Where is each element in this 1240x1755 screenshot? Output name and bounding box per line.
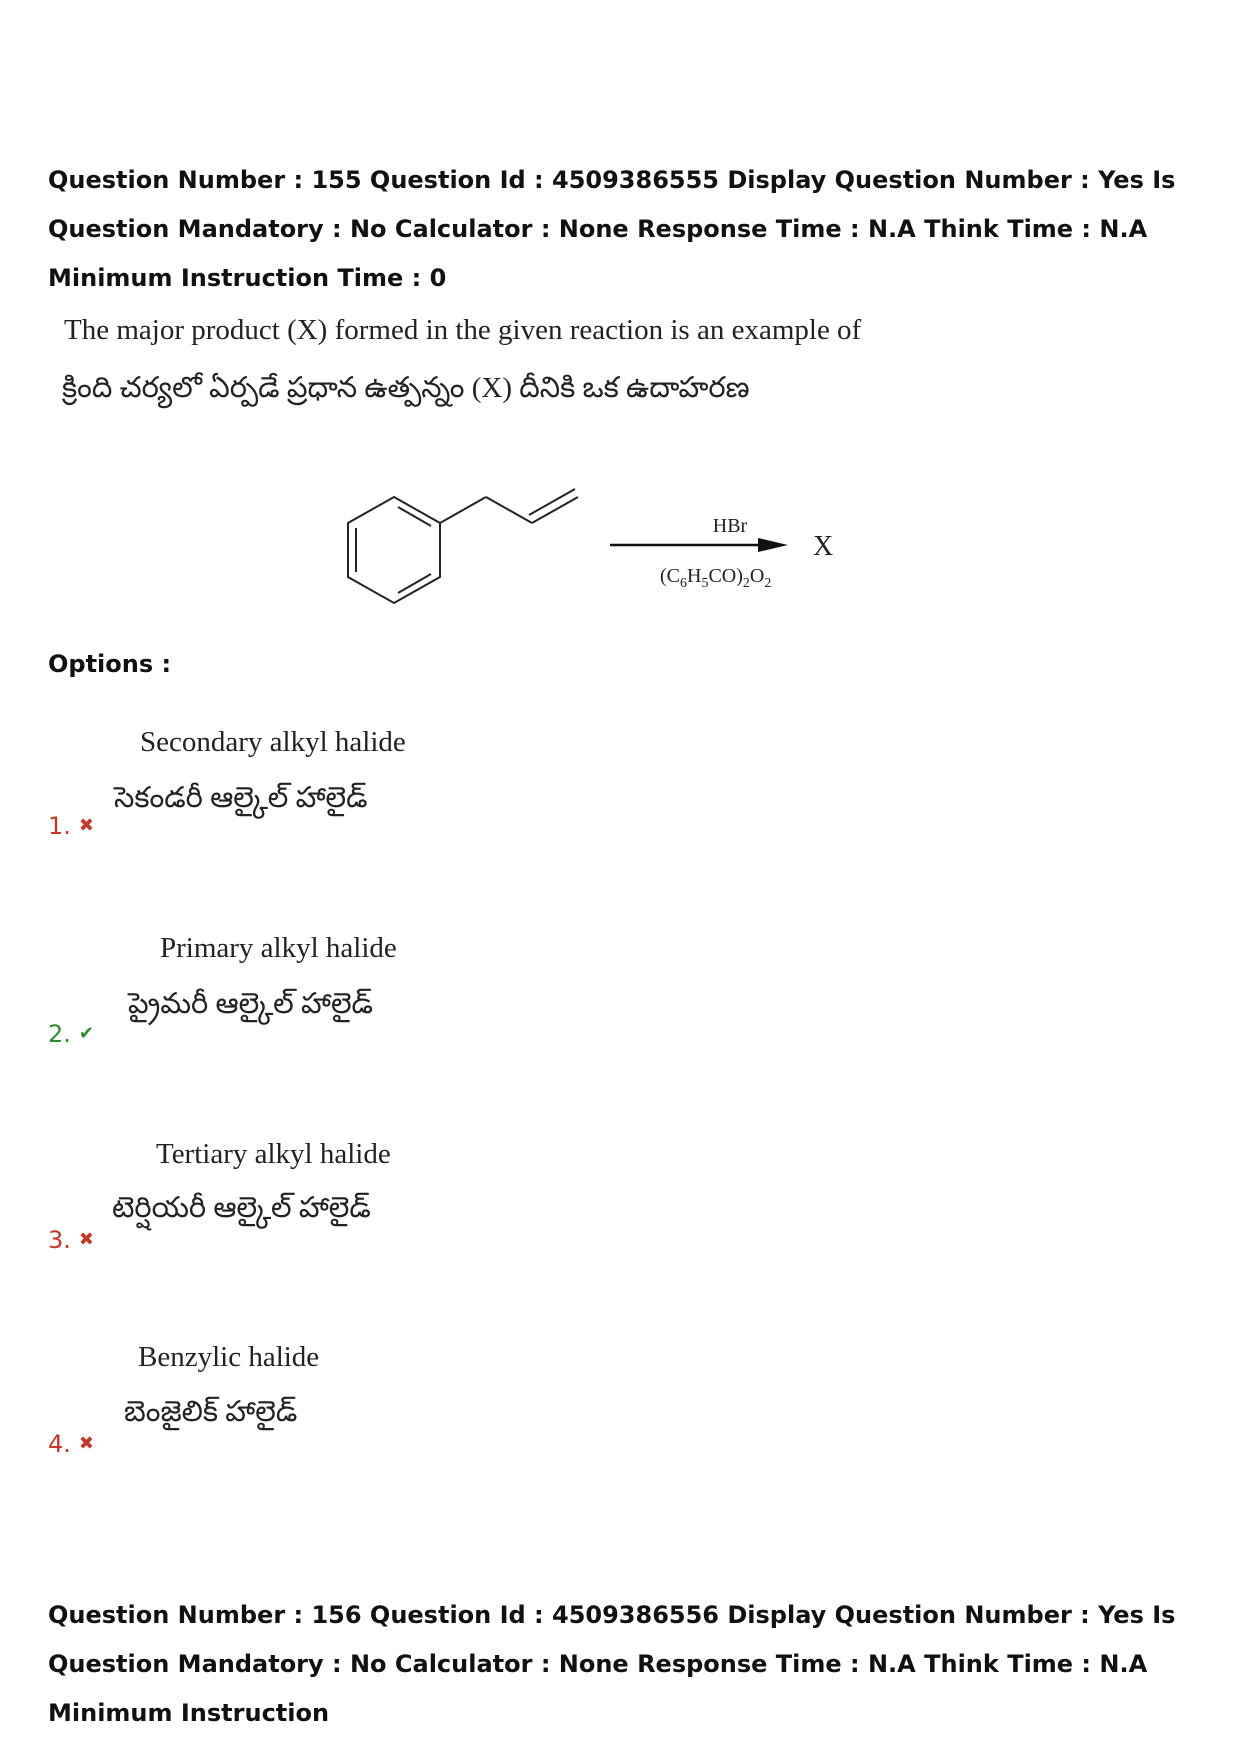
option-2-text-english: Primary alkyl halide xyxy=(160,932,397,964)
next-question-meta: Question Number : 156 Question Id : 4509386556 Display Question Number : Yes Is Question Mandatory : No Calculator : None Response Time : N.A Think Time : N.A Minimum Instruction xyxy=(48,1601,1176,1727)
reagent-top: HBr xyxy=(712,515,748,537)
question-text-english: The major product (X) formed in the given reaction is an example of xyxy=(64,314,862,346)
reagent-bottom: $(C_6H_5CO)_2O_2$ xyxy=(660,565,772,591)
option-1-number: 1. ✖ xyxy=(48,812,94,840)
option-2-text-telugu: ప్రైమరీ ఆల్కైల్ హాలైడ్ xyxy=(128,988,373,1020)
option-4-text-english: Benzylic halide xyxy=(138,1341,320,1373)
allylbenzene-structure xyxy=(348,489,578,603)
option-3-text-telugu: టెర్షియరీ ఆల్కైల్ హాలైడ్ xyxy=(112,1192,371,1224)
cross-icon: ✖ xyxy=(78,1433,94,1454)
cross-icon: ✖ xyxy=(78,815,94,836)
options-label: Options : xyxy=(48,650,172,678)
option-1-text-telugu: సెకండరీ ఆల్కైల్ హాలైడ్ xyxy=(114,782,368,814)
option-4-number: 4. ✖ xyxy=(48,1430,94,1458)
reaction-arrow xyxy=(610,538,788,552)
option-2-number: 2. ✔ xyxy=(48,1020,94,1048)
check-icon: ✔ xyxy=(78,1023,94,1044)
option-3-number: 3. ✖ xyxy=(48,1226,94,1254)
option-1-text-english: Secondary alkyl halide xyxy=(140,726,406,758)
product-label: X xyxy=(813,531,834,562)
option-4-text-telugu: బెంజైలిక్ హాలైడ్ xyxy=(124,1396,298,1428)
option-3-text-english: Tertiary alkyl halide xyxy=(156,1138,391,1170)
question-meta: Question Number : 155 Question Id : 4509386555 Display Question Number : Yes Is Question Mandatory : No Calculator : None Response Time : N.A Think Time : N.A Minimum Instruction Time : 0 xyxy=(48,166,1176,292)
reaction-scheme xyxy=(330,470,950,630)
cross-icon: ✖ xyxy=(78,1229,94,1250)
question-text-telugu: క్రింది చర్యలో ఏర్పడే ప్రధాన ఉత్పన్నం (X) దీనికి ఒక ఉదాహరణ xyxy=(62,372,750,404)
